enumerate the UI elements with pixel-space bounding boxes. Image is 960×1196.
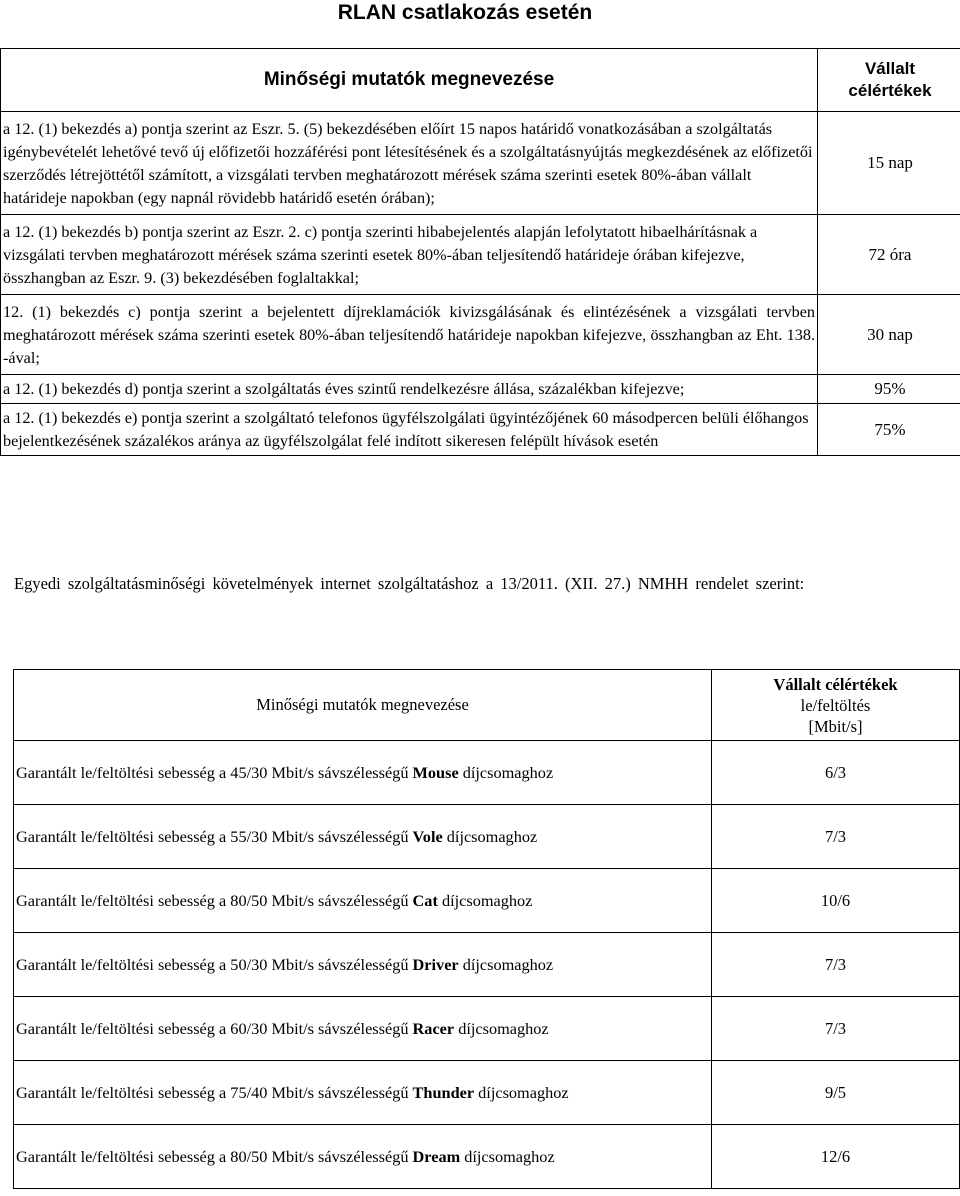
table2-row-value: 7/3 [712,997,960,1061]
table-row [1,112,960,215]
row-bandwidth: 80/50 [230,1146,268,1166]
table2-header-name: Minőségi mutatók megnevezése [14,670,712,741]
row-package: Mouse [412,762,459,782]
row-package: Cat [412,890,438,910]
row-suffix: díjcsomaghoz [458,762,554,782]
table1-row-value: 72 óra [818,215,960,295]
table-row [14,805,960,869]
row-bandwidth: 50/30 [230,954,268,974]
row-package: Vole [412,826,443,846]
row-package: Racer [412,1018,455,1038]
table1-header-value [818,49,960,112]
table2-row-value: 6/3 [712,741,960,805]
row-middle: Mbit/s sávszélességű [267,1082,413,1102]
table1-row-text: a 12. (1) bekezdés a) pontja szerint az Eszr. 5. (5) bekezdésében előírt 15 napos határidő vonatkozásában a szolgáltatás igénybevételét lehetővé tevő új előfizetői hozzáférési pont létesítésének és a szolgáltatásnyújtás megkezdésének az előfizetői szerződés létrejöttétől számított, a vizsgálati tervben meghatározott mérések száma szerinti esetek 80%-ában vállalt határideje napokban (egy napnál rövidebb határidő esetén órában); [1,112,818,215]
row-suffix: díjcsomaghoz [460,1146,555,1166]
table1-row-value: 75% [818,404,960,456]
row-bandwidth: 80/50 [230,890,268,910]
speed-guarantee-table [13,669,960,1189]
row-middle: Mbit/s sávszélességű [267,1018,413,1038]
table2-header-value-line2: le/feltöltés [800,695,871,715]
table-row [14,933,960,997]
table2-row-text [14,933,712,997]
row-middle: Mbit/s sávszélességű [267,762,413,782]
table2-row-text [14,1125,712,1189]
table2-row-value: 7/3 [712,933,960,997]
row-suffix: díjcsomaghoz [474,1082,569,1102]
row-package: Driver [412,954,459,974]
row-prefix: Garantált le/feltöltési sebesség a [16,1146,231,1166]
table2-row-text [14,741,712,805]
table2-row-value: 7/3 [712,805,960,869]
table-row [14,741,960,805]
row-bandwidth: 75/40 [230,1082,268,1102]
table2-header-value-line3: [Mbit/s] [808,716,863,736]
table2-row-text [14,997,712,1061]
table1-header-name: Minőségi mutatók megnevezése [1,49,818,112]
table1-row-text: 12. (1) bekezdés c) pontja szerint a bejelentett díjreklamációk kivizsgálásának és elintézésének a vizsgálati tervben meghatározott mérések száma szerinti esetek 80%-ában teljesítendő határideje napokban kifejezve, összhangban az Eht. 138. -ával; [1,295,818,375]
table2-row-value: 9/5 [712,1061,960,1125]
table2-row-text [14,869,712,933]
requirements-paragraph: Egyedi szolgáltatásminőségi követelmények internet szolgáltatáshoz a 13/2011. (XII. 27.) NMHH rendelet szerint: [14,574,805,593]
row-suffix: díjcsomaghoz [442,826,538,846]
row-package: Thunder [412,1082,475,1102]
table-row [14,869,960,933]
row-middle: Mbit/s sávszélességű [267,826,413,846]
row-suffix: díjcsomaghoz [454,1018,549,1038]
table-row [1,215,960,295]
table2-row-text [14,805,712,869]
table1-header-value-line2: célértékek [848,81,932,100]
table1-row-value: 95% [818,375,960,404]
table-row [14,997,960,1061]
table2-header-value-line1: Vállalt célértékek [773,674,898,694]
table1-header-value-line1: Vállalt [864,59,916,78]
table1-row-value: 15 nap [818,112,960,215]
table1-row-text: a 12. (1) bekezdés b) pontja szerint az Eszr. 2. c) pontja szerinti hibabejelentés alapján lefolytatott hibaelhárításnak a vizsgálati tervben meghatározott mérések száma szerinti esetek 80%-ában teljesítendő határideje órában kifejezve, összhangban az Eszr. 9. (3) bekezdésében foglaltakkal; [1,215,818,295]
row-middle: Mbit/s sávszélességű [267,954,413,974]
row-prefix: Garantált le/feltöltési sebesség a [16,762,231,782]
row-middle: Mbit/s sávszélességű [267,1146,413,1166]
row-prefix: Garantált le/feltöltési sebesség a [16,890,231,910]
table1-row-value: 30 nap [818,295,960,375]
table2-header-value [712,670,960,741]
table1-row-text: a 12. (1) bekezdés e) pontja szerint a szolgáltató telefonos ügyfélszolgálati ügyintézőjének 60 másodpercen belüli élőhangos bejelentkezésének százalékos aránya az ügyfélszolgálat felé indított sikeresen felépült hívások esetén [1,404,818,456]
row-suffix: díjcsomaghoz [458,954,554,974]
row-bandwidth: 45/30 [230,762,268,782]
table1-row-text: a 12. (1) bekezdés d) pontja szerint a szolgáltatás éves szintű rendelkezésre állása, százalékban kifejezve; [1,375,818,404]
row-package: Dream [412,1146,461,1166]
table-row [14,1061,960,1125]
row-prefix: Garantált le/feltöltési sebesség a [16,954,231,974]
table2-row-value: 10/6 [712,869,960,933]
table-row [14,1125,960,1189]
table-row [1,404,960,456]
row-bandwidth: 60/30 [230,1018,268,1038]
table2-row-value: 12/6 [712,1125,960,1189]
row-bandwidth: 55/30 [230,826,268,846]
row-suffix: díjcsomaghoz [437,890,533,910]
quality-indicators-table [0,48,960,456]
table2-row-text [14,1061,712,1125]
row-prefix: Garantált le/feltöltési sebesség a [16,826,231,846]
row-middle: Mbit/s sávszélességű [267,890,413,910]
table-row [1,375,960,404]
table-row [1,295,960,375]
row-prefix: Garantált le/feltöltési sebesség a [16,1082,231,1102]
row-prefix: Garantált le/feltöltési sebesség a [16,1018,231,1038]
page-title: RLAN csatlakozás esetén [337,1,593,24]
